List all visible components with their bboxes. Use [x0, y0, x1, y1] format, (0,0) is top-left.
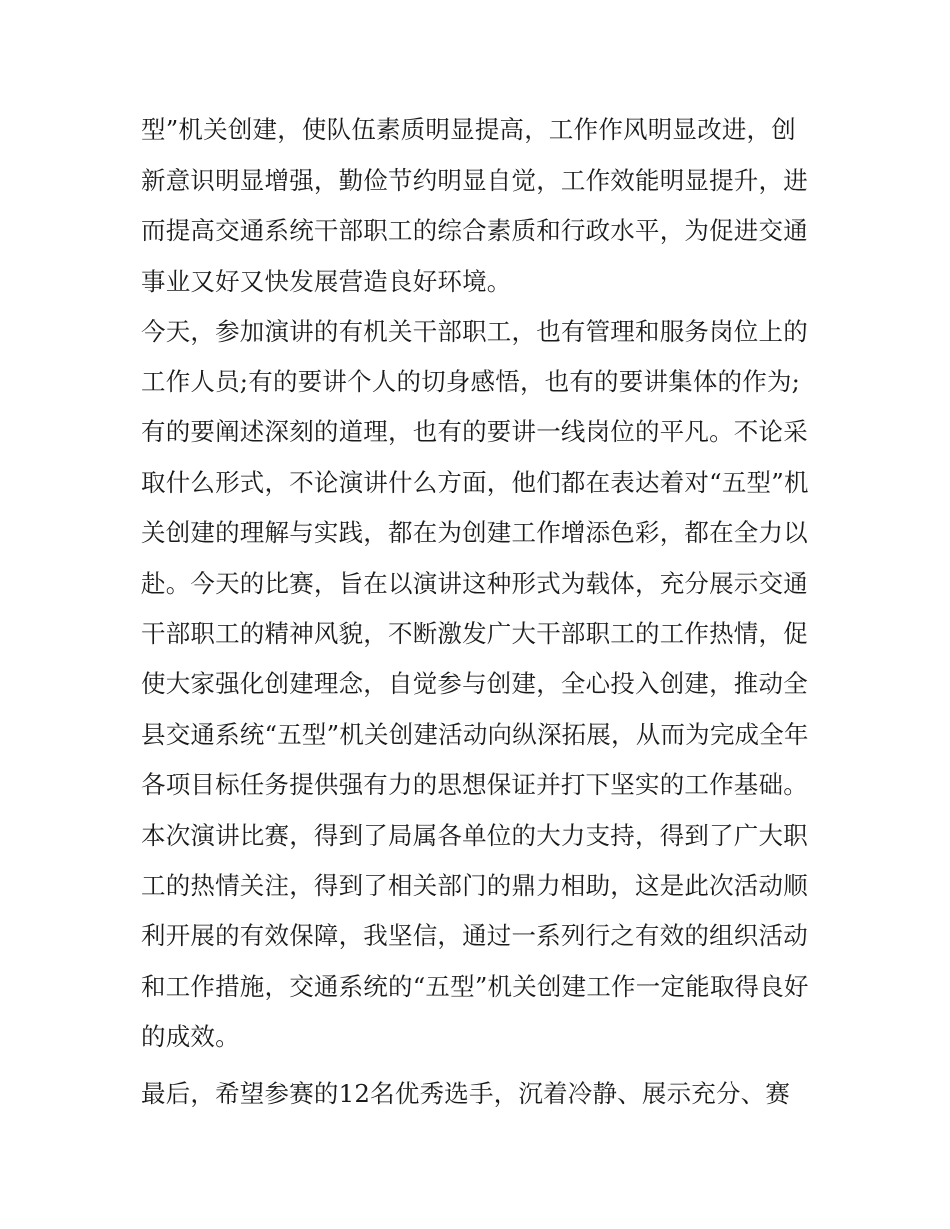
text-line: 利开展的有效保障，我坚信，通过一系列行之有效的组织活动 [141, 921, 808, 950]
text-line: 有的要阐述深刻的道理，也有的要讲一线岗位的平凡。不论采 [141, 417, 808, 446]
text-line: 而提高交通系统干部职工的综合素质和行政水平，为促进交通 [141, 216, 808, 245]
text-line: 干部职工的精神风貌，不断激发广大干部职工的工作热情，促 [141, 619, 808, 648]
text-line: 事业又好又快发展营造良好环境。 [141, 267, 512, 296]
text-line: 今天，参加演讲的有机关干部职工，也有管理和服务岗位上的 [141, 317, 808, 346]
text-line: 工的热情关注，得到了相关部门的鼎力相助，这是此次活动顺 [141, 871, 808, 900]
text-line: 型”机关创建，使队伍素质明显提高，工作作风明显改进，创 [141, 115, 796, 144]
text-line: 工作人员;有的要讲个人的切身感悟，也有的要讲集体的作为; [141, 367, 801, 396]
text-line: 县交通系统“五型”机关创建活动向纵深拓展，从而为完成全年 [141, 720, 809, 749]
text-line: 使大家强化创建理念，自觉参与创建，全心投入创建，推动全 [141, 669, 808, 698]
text-line: 新意识明显增强，勤俭节约明显自觉，工作效能明显提升，进 [141, 166, 808, 195]
text-line: 的成效。 [141, 1022, 240, 1051]
text-line: 赴。今天的比赛，旨在以演讲这种形式为载体，充分展示交通 [141, 569, 808, 598]
text-line: 取什么形式，不论演讲什么方面，他们都在表达着对“五型”机 [141, 468, 809, 497]
text-line: 关创建的理解与实践，都在为创建工作增添色彩，都在全力以 [141, 518, 808, 547]
text-line: 各项目标任务提供强有力的思想保证并打下坚实的工作基础。 [141, 770, 808, 799]
text-line: 最后，希望参赛的12名优秀选手，沉着冷静、展示充分、赛 [141, 1079, 791, 1108]
text-line: 本次演讲比赛，得到了局属各单位的大力支持，得到了广大职 [141, 821, 808, 850]
text-line: 和工作措施，交通系统的“五型”机关创建工作一定能取得良好 [141, 972, 809, 1001]
